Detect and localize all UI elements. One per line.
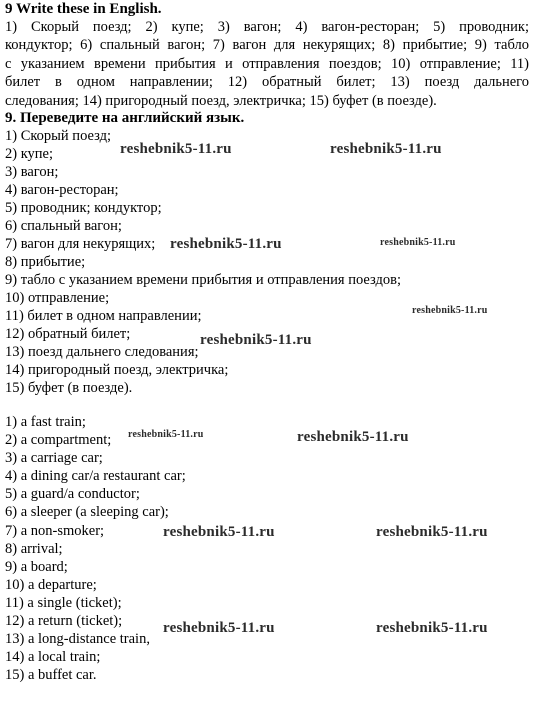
list-item: 12) a return (ticket);: [5, 613, 123, 630]
english-answer-list: [5, 413, 186, 684]
list-item: 15) буфет (в поезде).: [5, 380, 133, 396]
watermark: reshebnik5-11.ru: [412, 305, 488, 316]
watermark: reshebnik5-11.ru: [330, 141, 442, 157]
intro-line: кондуктор; 6) спальный вагон; 7) вагон для некурящих; 8) прибытие; 9) табло: [5, 37, 529, 54]
list-item: 9) a board;: [5, 558, 68, 575]
list-item: 11) a single (ticket);: [5, 594, 122, 611]
list-item: 3) a carriage car;: [5, 450, 103, 467]
list-item: 12) обратный билет;: [5, 326, 131, 342]
intro-line: билет в одном направлении; 12) обратный билет; 13) поезд дальнего: [5, 74, 529, 91]
list-item: 4) a dining car/a restaurant car;: [5, 468, 186, 485]
list-item: 14) a local train;: [5, 649, 101, 666]
watermark: reshebnik5-11.ru: [163, 620, 275, 636]
list-item: 1) a fast train;: [5, 414, 86, 430]
list-item: 8) arrival;: [5, 540, 63, 557]
list-item: 7) a non-smoker;: [5, 522, 105, 539]
exercise-intro-paragraph: [5, 18, 529, 110]
intro-line: следования; 14) пригородный поезд, электричка; 15) буфет (в поезде).: [5, 92, 437, 109]
list-item: 14) пригородный поезд, электричка;: [5, 362, 229, 378]
intro-line: с указанием времени прибытия и отправления поездов; 10) отправление; 11): [5, 55, 529, 72]
list-item: 1) Скорый поезд;: [5, 128, 111, 144]
list-item: 10) a departure;: [5, 576, 97, 593]
russian-term-list: [5, 127, 401, 397]
list-item: 6) a sleeper (a sleeping car);: [5, 504, 169, 521]
list-item: 2) a compartment;: [5, 432, 112, 449]
list-item: 4) вагон-ресторан;: [5, 182, 119, 198]
list-item: 5) a guard/a conductor;: [5, 486, 140, 503]
list-item: 9) табло с указанием времени прибытия и отправления поездов;: [5, 272, 401, 288]
watermark: reshebnik5-11.ru: [380, 237, 456, 248]
list-item: 10) отправление;: [5, 290, 110, 306]
exercise-heading-russian: 9. Переведите на английский язык.: [5, 110, 245, 126]
list-item: 13) a long-distance train,: [5, 631, 150, 648]
watermark: reshebnik5-11.ru: [170, 236, 282, 252]
watermark: reshebnik5-11.ru: [163, 524, 275, 540]
watermark: reshebnik5-11.ru: [200, 332, 312, 348]
list-item: 6) спальный вагон;: [5, 218, 122, 234]
list-item: 13) поезд дальнего следования;: [5, 344, 199, 360]
watermark: reshebnik5-11.ru: [120, 141, 232, 157]
list-item: 5) проводник; кондуктор;: [5, 200, 162, 216]
exercise-heading-english: 9 Write these in English.: [5, 1, 162, 17]
watermark: reshebnik5-11.ru: [376, 524, 488, 540]
list-item: 2) купе;: [5, 146, 54, 162]
list-item: 11) билет в одном направлении;: [5, 308, 202, 324]
list-item: 15) a buffet car.: [5, 667, 97, 684]
list-item: 3) вагон;: [5, 164, 59, 180]
watermark: reshebnik5-11.ru: [376, 620, 488, 636]
watermark: reshebnik5-11.ru: [297, 429, 409, 445]
list-item: 8) прибытие;: [5, 254, 86, 270]
list-item: 7) вагон для некурящих;: [5, 236, 156, 252]
intro-line: 1) Скорый поезд; 2) купе; 3) вагон; 4) вагон-ресторан; 5) проводник;: [5, 19, 529, 35]
watermark: reshebnik5-11.ru: [128, 429, 204, 440]
